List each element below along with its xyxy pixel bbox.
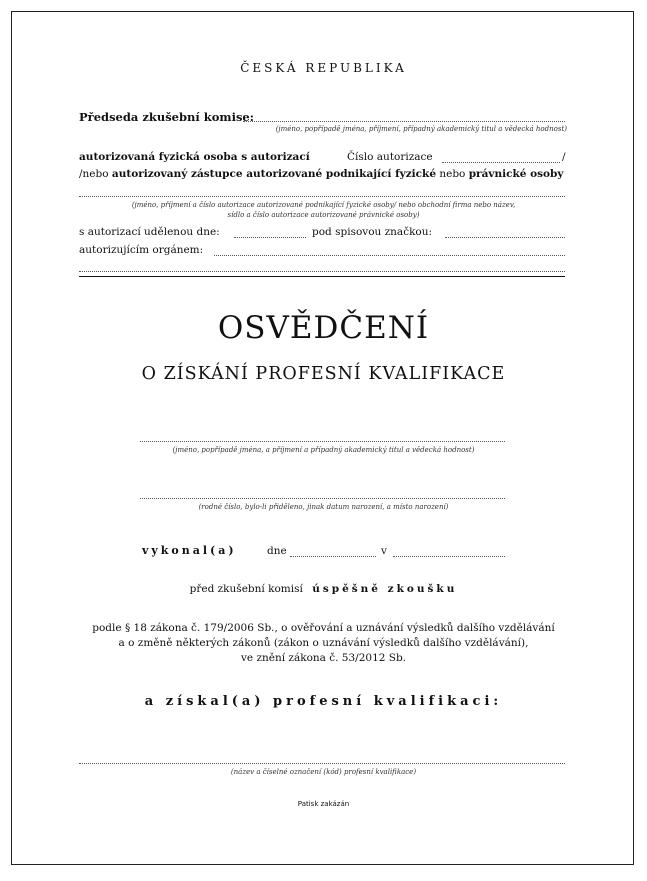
authorization-number-label: Číslo autorizace [347,151,433,163]
success-text: úspěšně zkoušku [312,583,458,595]
authorized-entity-field[interactable] [79,196,565,197]
line2-or: nebo [439,168,466,180]
reprint-notice: Patisk zakázán [297,800,350,808]
file-number-label: pod spisovou značkou: [312,226,433,238]
authorizing-body-field[interactable] [214,255,565,256]
certificate-subtitle: O ZÍSKÁNÍ PROFESNÍ KVALIFIKACE [141,364,506,384]
qualification-field[interactable] [79,763,565,764]
authorized-person-label: autorizovaná fyzická osoba s autorizací [79,151,310,163]
authorized-entity-hint-2: sídlo a číslo autorizace autorizované právnické osoby) [227,211,420,219]
holder-birth-hint: (rodné číslo, bylo-li přiděleno, jinak datum narození, a místo narození) [198,503,449,511]
authorized-entity-hint-1: (jméno, příjmení a číslo autorizace autorizované podnikající fyzické osoby/ nebo obchodní firma nebo název, [131,201,516,209]
header-divider [79,276,565,277]
chair-label: Předseda zkušební komise: [79,110,254,124]
exam-date-label: dne [267,545,287,557]
chair-hint: (jméno, popřípadě jména, příjmení, případný akademický titul a vědecká hodnost) [275,125,567,133]
law-line-3: ve znění zákona č. 53/2012 Sb. [240,652,407,664]
holder-name-hint: (jméno, popřípadě jména, a příjmení a případný akademický titul a vědecká hodnost) [172,446,475,454]
authorized-representative-line [79,168,564,180]
holder-name-field[interactable] [140,441,505,442]
granted-date-label: s autorizací udělenou dne: [79,226,220,238]
law-line-2: a o změně některých zákonů (zákon o uznávání výsledků dalšího vzdělávání), [118,637,529,649]
performed-label: vykonal(a) [142,544,237,557]
authorizing-body-label: autorizujícím orgánem: [79,244,204,256]
exam-date-field[interactable] [290,556,376,557]
qualification-hint: (název a číselné označení (kód) profesní kvalifikace) [230,768,417,776]
exam-place-field[interactable] [393,556,505,557]
qualification-statement: a získal(a) profesní kvalifikaci: [144,694,503,709]
line2-bold-representative: autorizovaný zástupce autorizované podnikající fyzické [111,168,436,180]
exam-place-label: v [381,545,387,557]
authorization-number-field[interactable] [442,162,560,163]
line2-bold-legal-entity: právnické osoby [468,168,564,180]
chair-name-field[interactable] [243,121,565,122]
file-number-field[interactable] [445,237,565,238]
certificate-title: OSVĚDČENÍ [217,310,430,346]
country-heading: ČESKÁ REPUBLIKA [240,61,407,75]
authorizing-body-field-2[interactable] [79,271,565,272]
law-line-1: podle § 18 zákona č. 179/2006 Sb., o ověřování a uznávání výsledků dalšího vzdělávání [92,622,555,634]
before-committee-text: před zkušební komisí [189,583,303,595]
granted-date-field[interactable] [234,237,306,238]
line2-prefix: /nebo [79,168,109,180]
document-border [11,11,634,865]
authorization-number-suffix: / [562,151,566,163]
exam-committee-line [0,583,647,595]
holder-birth-field[interactable] [140,498,505,499]
